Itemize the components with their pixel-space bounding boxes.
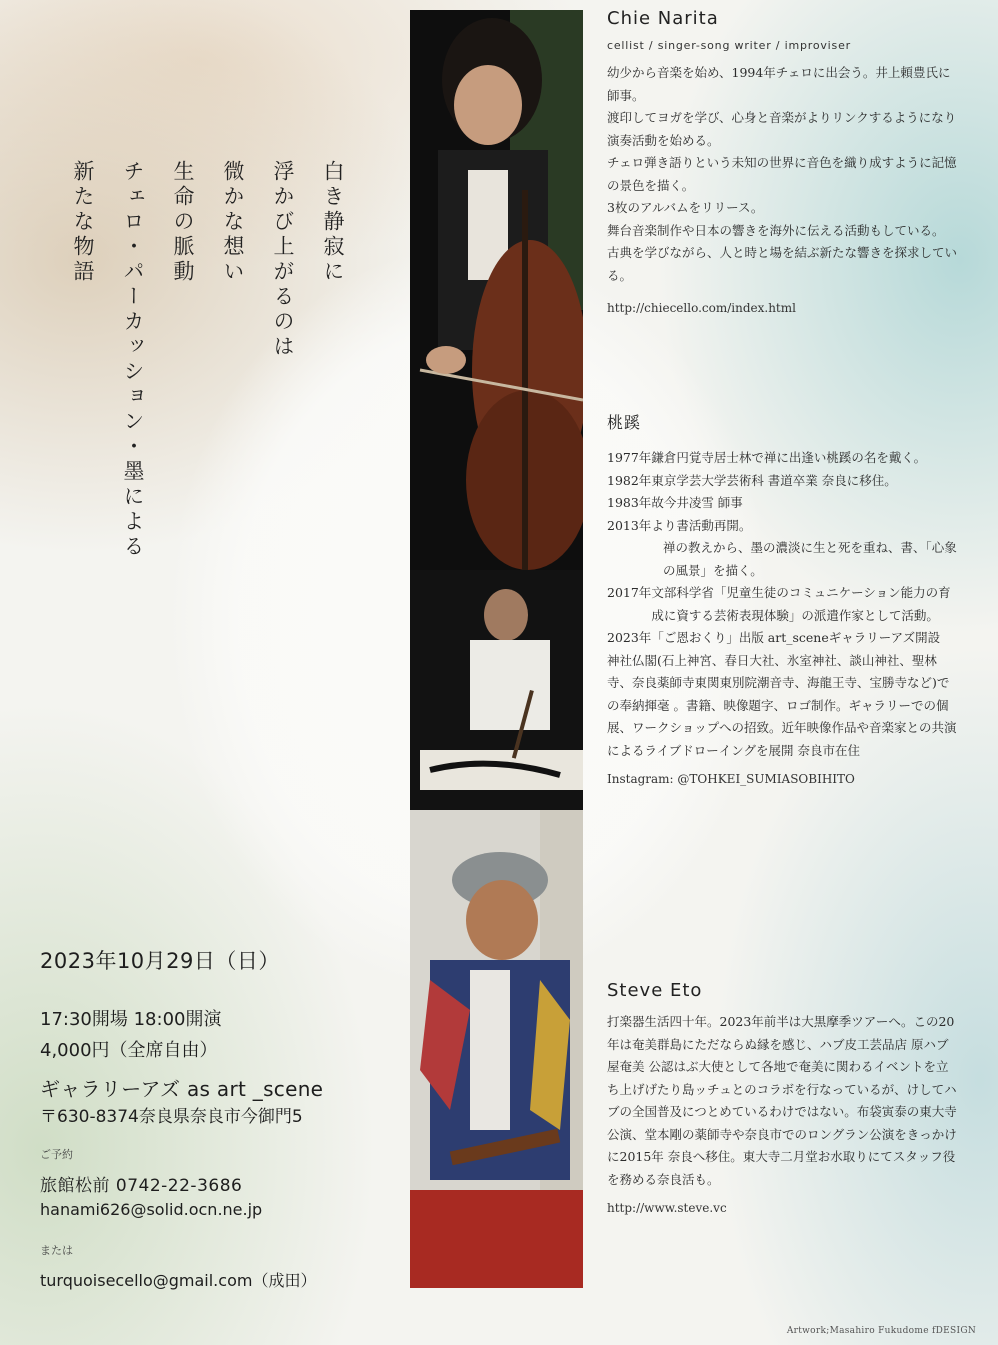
artist-bio: 神社仏閣(石上神宮、春日大社、氷室神社、談山神社、聖林寺、奈良薬師寺東関東別院潮音寺、海龍王寺、宝勝寺など)での奉納揮毫 。書籍、映像題字、ロゴ制作。ギャラリーでの個展、ワークショップへの招致。近年映像作品や音楽家との共演によるライブドローイングを展開 奈良市在住 <box>607 652 957 758</box>
artist-name: Chie Narita <box>607 8 719 29</box>
percussionist-photo <box>410 810 583 1288</box>
history-row <box>607 492 957 515</box>
artist-history <box>607 447 957 762</box>
poem-line: 微かな想い <box>221 160 245 285</box>
history-row <box>607 627 957 650</box>
history-text: より書活動再開。 <box>651 517 752 533</box>
history-row <box>607 582 957 627</box>
poem-line: 生命の脈動 <box>171 160 195 285</box>
history-row <box>607 470 957 493</box>
calligrapher-photo <box>410 570 583 810</box>
history-text: 故今井凌雪 師事 <box>651 495 743 510</box>
history-year: 2017年 <box>607 585 652 600</box>
history-text: 禅の教えから、墨の濃淡に生と死を重ね、書、「心象の風景」を描く。 <box>663 540 957 578</box>
history-row <box>607 515 957 538</box>
poem-line: 浮かび上がるのは <box>271 160 295 360</box>
history-row <box>607 447 957 470</box>
event-date: 2023年10月29日（日） <box>40 949 280 973</box>
artist-name: 桃蹊 <box>607 413 642 432</box>
cellist-photo <box>410 10 583 570</box>
alt-email-link[interactable]: turquoisecello@gmail.com（成田） <box>40 1271 317 1290</box>
history-year: 1982年 <box>607 472 652 488</box>
history-year: 2013年 <box>607 517 652 533</box>
artist-bio <box>607 62 957 287</box>
design-credit: Artwork;Masahiro Fukudome fDESIGN <box>786 1326 976 1336</box>
bio-paragraph: 舞台音楽制作や日本の響きを海外に伝える活動もしている。 <box>607 222 945 238</box>
poem-line: チェロ・パーカッション・墨による <box>121 160 145 560</box>
reservation-email-link[interactable]: hanami626@solid.ocn.ne.jp <box>40 1200 263 1219</box>
artist-role: cellist / singer-song writer / improviser <box>607 39 851 52</box>
event-time: 17:30開場 18:00開演 <box>40 1009 222 1030</box>
history-year: 1977年 <box>607 450 652 465</box>
bio-paragraph: チェロ弾き語りという未知の世界に音色を織り成すように記憶の景色を描く。 <box>607 155 957 193</box>
poem-line: 新たな物語 <box>71 160 95 285</box>
steve-section <box>607 980 957 1215</box>
photo-strip <box>410 10 583 1288</box>
history-text: 文部科学省「児童生徒のコミュニケーション能力の育成に資する芸術表現体験」の派遣作家として活動。 <box>651 585 951 623</box>
history-row <box>607 537 957 582</box>
history-text: 鎌倉円覚寺居士林で禅に出逢い桃蹊の名を戴く。 <box>651 450 927 465</box>
artist-bio: 打楽器生活四十年。2023年前半は大黒摩季ツアーへ。この20年は奄美群島にただならぬ縁を感じ、ハブ皮工芸品店 原ハブ屋奄美 公認はぶ大使として各地で奄美に関わるイベントを立ち上げげたり島ッチュとのコラボを行なっているが、けしてハブの全国普及につとめているわけではない。布袋寅泰の東大寺公演、堂本剛の薬師寺や奈良市でのロングラン公演をきっかけに2015年 奈良へ移住。東大寺二月堂お水取りにてスタッフ役を務める奈良活も。 <box>607 1014 957 1187</box>
reservation-label: ご予約 <box>40 1148 73 1161</box>
artist-name: Steve Eto <box>607 980 703 1001</box>
history-text: 東京学芸大学芸術科 書道卒業 奈良に移住。 <box>651 472 897 488</box>
chie-section <box>607 8 957 315</box>
artist-url-link[interactable]: http://www.steve.vc <box>607 1201 727 1215</box>
or-label: または <box>40 1244 73 1257</box>
reservation-phone: 旅館松前 0742-22-3686 <box>40 1176 243 1196</box>
poem-line: 白き静寂に <box>321 160 345 285</box>
bio-paragraph: 幼少から音楽を始め、1994年チェロに出会う。井上頼豊氏に師事。 <box>607 65 951 103</box>
poem <box>58 160 358 560</box>
history-year: 1983年 <box>607 495 652 510</box>
history-year: 2023年 <box>607 630 652 645</box>
event-venue: ギャラリーアズ as art _scene <box>40 1077 324 1101</box>
bio-paragraph: 古典を学びながら、人と時と場を結ぶ新たな響きを探求している。 <box>607 245 958 283</box>
bio-paragraph: 3枚のアルバムをリリース。 <box>607 200 764 215</box>
artist-url-link[interactable]: http://chiecello.com/index.html <box>607 301 796 315</box>
history-text: 「ご恩おくり」出版 art_sceneギャラリーアズ開設 <box>651 630 941 645</box>
bio-paragraph: 渡印してヨガを学び、心身と音楽がよりリンクするようになり演奏活動を始める。 <box>607 110 957 148</box>
event-price: 4,000円（全席自由） <box>40 1040 218 1061</box>
instagram-link[interactable]: Instagram: @TOHKEI_SUMIASOBIHITO <box>607 772 855 786</box>
tohkei-section <box>607 410 957 786</box>
event-address: 〒630-8374奈良県奈良市今御門5 <box>40 1107 303 1127</box>
